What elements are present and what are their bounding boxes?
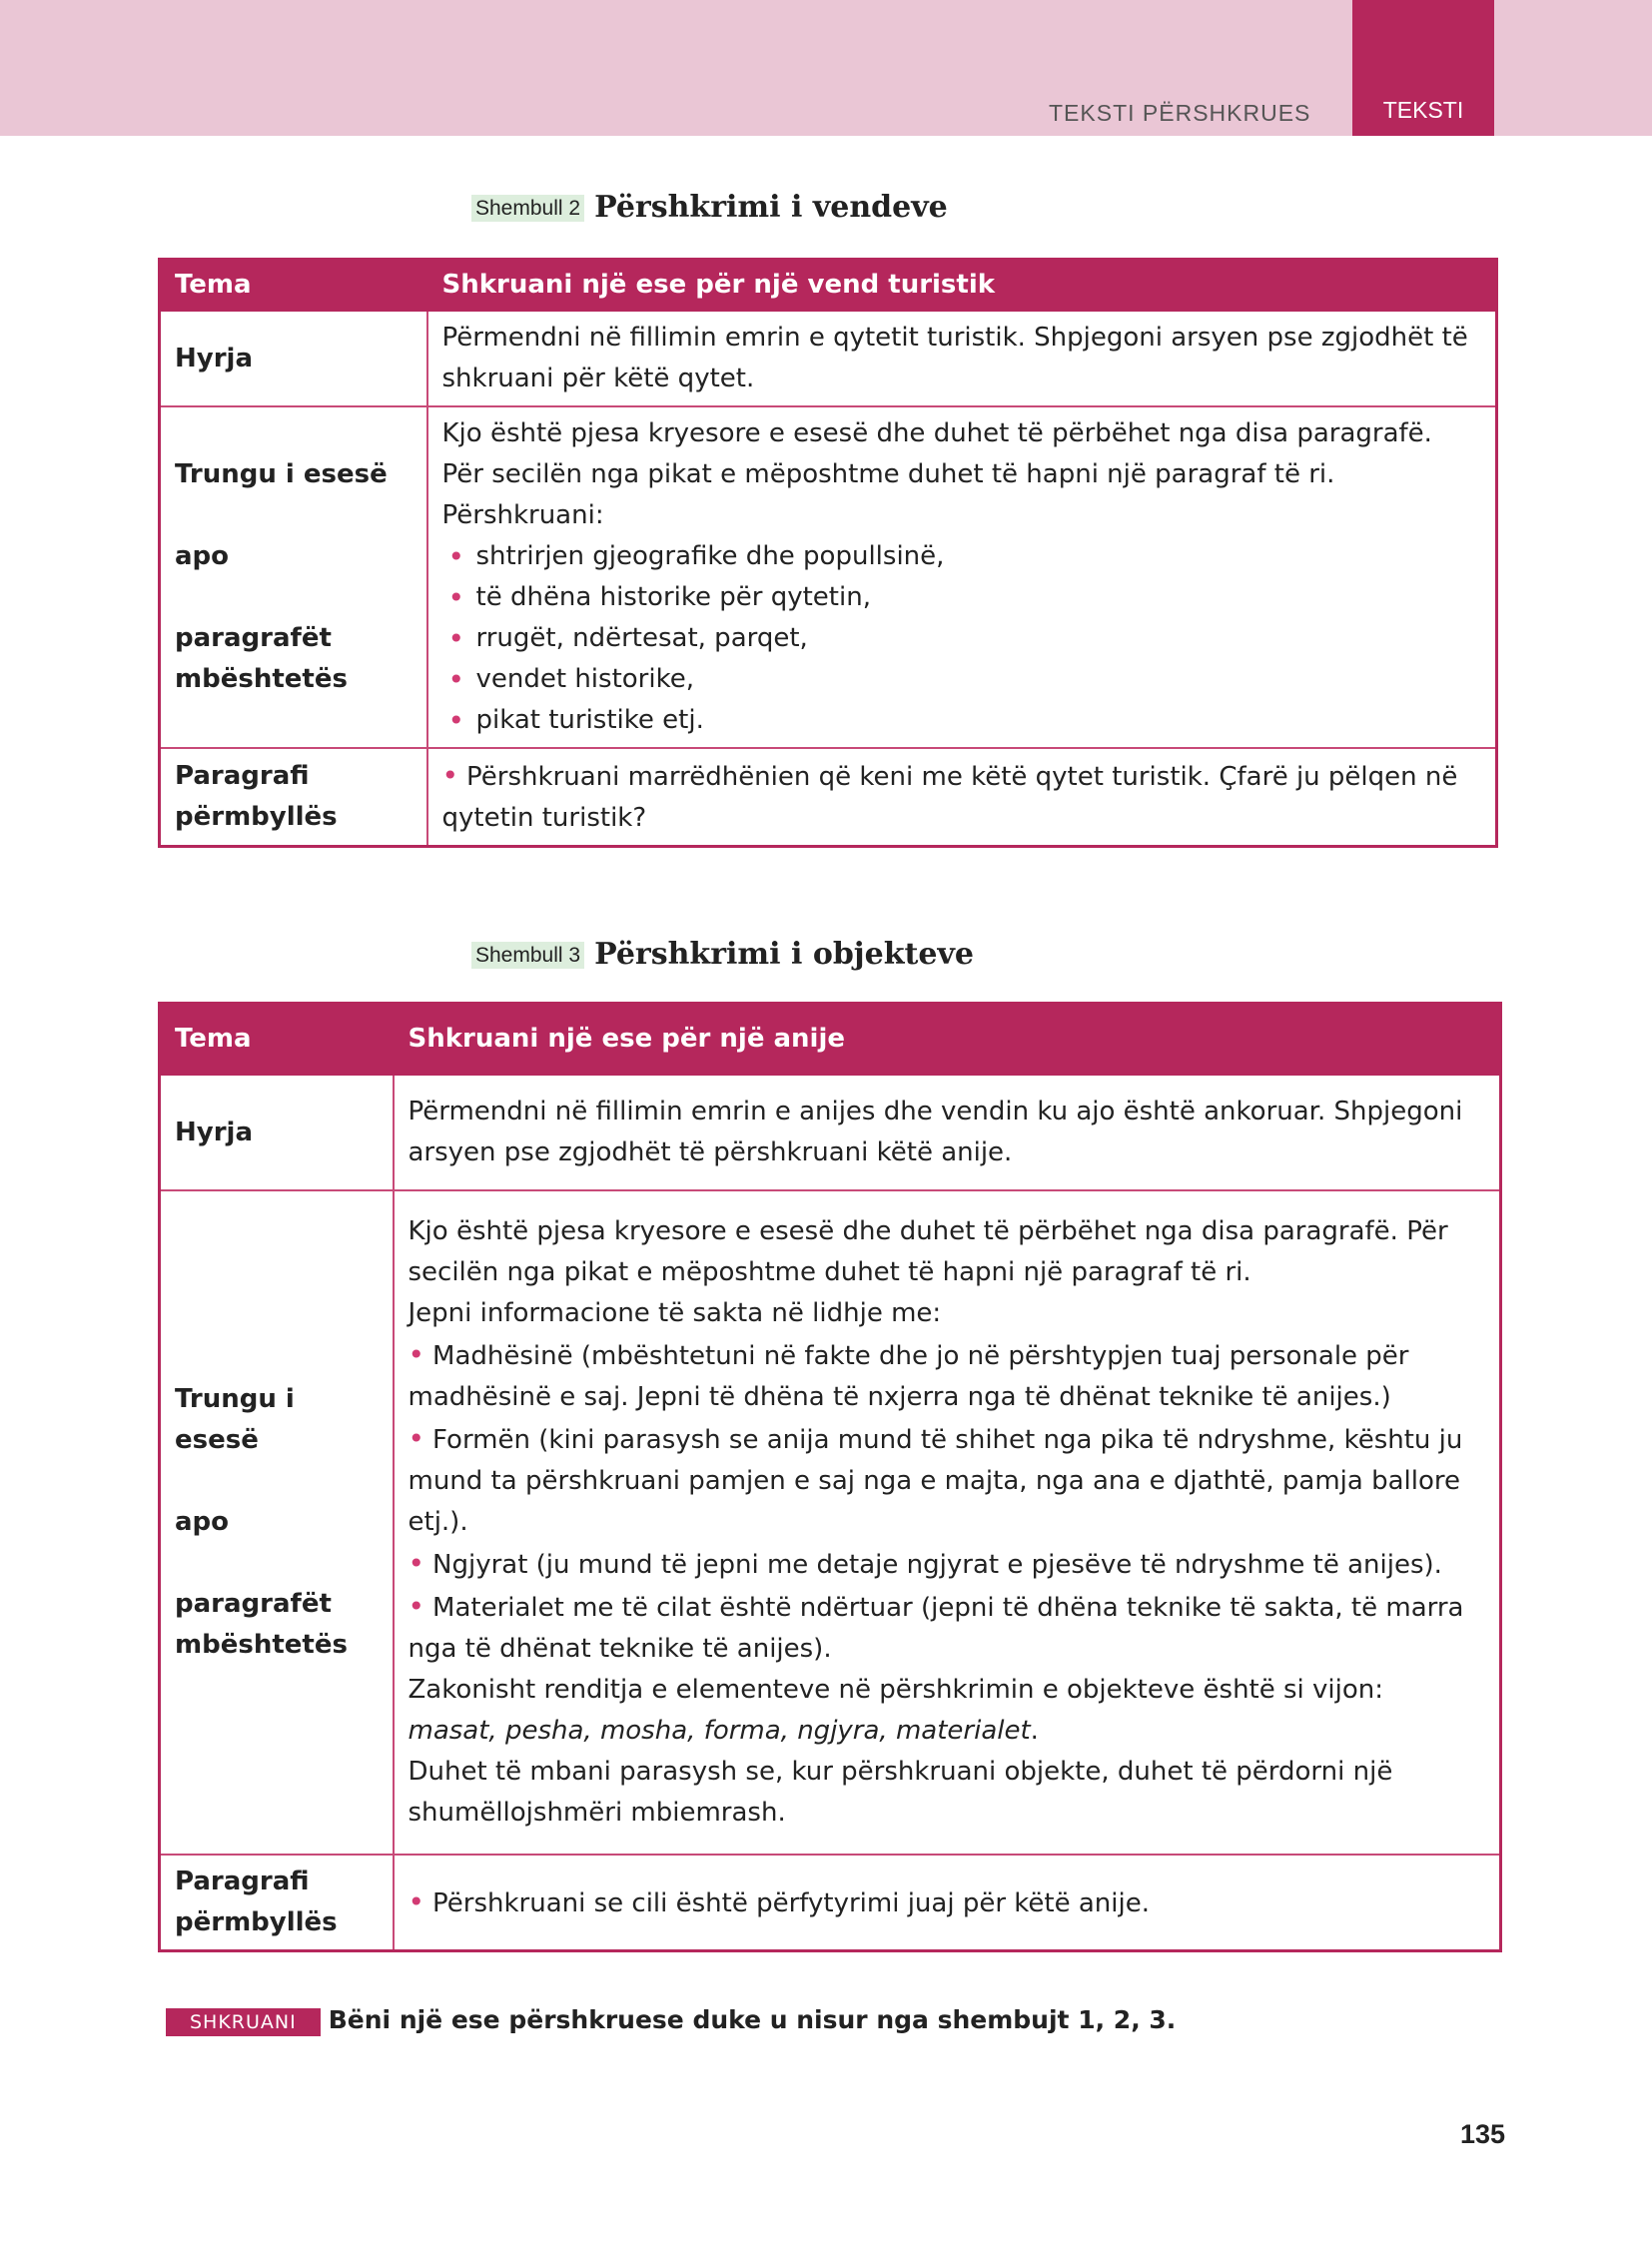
header-topic: Shkruani një ese për një vend turistik bbox=[427, 260, 1497, 312]
example-3-table bbox=[158, 1002, 1502, 1952]
bullet-text: • Formën (kini parasysh se anija mund të shihet nga pika të ndryshme, kështu ju mund ta përshkruani pamjen e saj nga e majta, nga ana e djathtë, pamja ballore etj.). bbox=[409, 1418, 1486, 1543]
label-line: apo bbox=[175, 541, 230, 571]
order-end: . bbox=[1030, 1716, 1039, 1746]
body-paragraph: Përshkruani: bbox=[441, 500, 604, 530]
row-text-intro: Përmendni në fillimin emrin e qytetit turistik. Shpjegoni arsyen pse zgjodhët të shkruani për këtë qytet. bbox=[427, 311, 1497, 406]
row-label-intro: Hyrja bbox=[160, 311, 427, 406]
page-number: 135 bbox=[1460, 2119, 1506, 2149]
label-line: Trungu i esesë bbox=[175, 459, 388, 489]
row-text-conclusion bbox=[427, 748, 1497, 847]
bullet-text: • Madhësinë (mbështetuni në fakte dhe jo në përshtypjen tuaj personale për madhësinë e saj. Jepni të dhëna të nxjerra nga të dhënat teknike të anijes.) bbox=[409, 1334, 1486, 1418]
write-text: Bëni një ese përshkruese duke u nisur nga shembujt 1, 2, 3. bbox=[328, 2005, 1177, 2034]
label-line: Paragrafi bbox=[175, 1867, 310, 1896]
example-2-heading: Përshkrimi i vendeve bbox=[594, 190, 948, 225]
label-line: përmbyllës bbox=[175, 1907, 338, 1937]
label-line: paragrafët bbox=[175, 1589, 332, 1619]
table-row bbox=[160, 748, 1497, 847]
table-header-row bbox=[160, 260, 1497, 312]
example-3-tag: Shembull 3 bbox=[471, 942, 584, 969]
bullet-text: • Përshkruani se cili është përfytyrimi juaj për këtë anije. bbox=[409, 1881, 1486, 1924]
table-row bbox=[160, 1075, 1501, 1190]
row-label-intro: Hyrja bbox=[160, 1075, 394, 1190]
row-label-body bbox=[160, 406, 427, 748]
bullet-list bbox=[442, 536, 1482, 741]
row-label-conclusion bbox=[160, 1855, 394, 1951]
table-row bbox=[160, 1855, 1501, 1951]
list-item: • vendet historike, bbox=[442, 659, 1482, 700]
example-2-tag: Shembull 2 bbox=[471, 195, 584, 222]
header-label: Tema bbox=[160, 260, 427, 312]
header-topic: Shkruani një ese për një anije bbox=[394, 1004, 1501, 1076]
row-text-body bbox=[427, 406, 1497, 748]
row-text-intro: Përmendni në fillimin emrin e anijes dhe vendin ku ajo është ankoruar. Shpjegoni arsyen pse zgjodhët të përshkruani këtë anije. bbox=[394, 1075, 1501, 1190]
example-2-title bbox=[471, 190, 948, 225]
example-3-title bbox=[471, 937, 974, 972]
order-items: masat, pesha, mosha, forma, ngjyra, materialet bbox=[408, 1716, 1031, 1746]
table-row bbox=[160, 1190, 1501, 1855]
bullet-text: • Ngjyrat (ju mund të jepni me detaje ngjyrat e pjesëve të ndryshme të anijes). bbox=[409, 1543, 1486, 1586]
body-paragraph: Për secilën nga pikat e mëposhtme duhet të hapni një paragraf të ri. bbox=[441, 459, 1335, 489]
example-3-heading: Përshkrimi i objekteve bbox=[594, 937, 974, 972]
row-label-conclusion bbox=[160, 748, 427, 847]
list-item: • të dhëna historike për qytetin, bbox=[442, 577, 1482, 618]
label-line: apo bbox=[175, 1507, 230, 1537]
list-item: • pikat turistike etj. bbox=[442, 700, 1482, 741]
row-text-body bbox=[394, 1190, 1501, 1855]
bullet-text: • Materialet me të cilat është ndërtuar (jepni të dhëna teknike të sakta, të marra nga të dhënat teknike të anijes). bbox=[409, 1586, 1486, 1670]
body-paragraph: Jepni informacione të sakta në lidhje me: bbox=[408, 1298, 942, 1328]
write-badge: SHKRUANI bbox=[166, 2008, 321, 2036]
row-label-body bbox=[160, 1190, 394, 1855]
label-line: Trungu i esesë bbox=[175, 1384, 295, 1455]
write-task bbox=[166, 2005, 1176, 2034]
table-header-row bbox=[160, 1004, 1501, 1076]
chapter-tab bbox=[1352, 0, 1494, 136]
table-row bbox=[160, 311, 1497, 406]
label-line: mbështetës bbox=[175, 1630, 348, 1660]
label-line: mbështetës bbox=[175, 664, 348, 694]
body-paragraph: Duhet të mbani parasysh se, kur përshkruani objekte, duhet të përdorni një shumëllojshmëri mbiemrash. bbox=[408, 1757, 1393, 1828]
list-item: • shtrirjen gjeografike dhe popullsinë, bbox=[442, 536, 1482, 577]
body-paragraph bbox=[409, 1711, 1486, 1752]
chapter-tab-label: TEKSTI bbox=[1382, 97, 1464, 123]
label-line: Paragrafi bbox=[175, 761, 310, 791]
body-paragraph: Kjo është pjesa kryesore e esesë dhe duhet të përbëhet nga disa paragrafë. Për secilën nga pikat e mëposhtme duhet të hapni një paragraf të ri. bbox=[408, 1216, 1448, 1287]
list-item: • rrugët, ndërtesat, parqet, bbox=[442, 618, 1482, 659]
table-row bbox=[160, 406, 1497, 748]
label-line: përmbyllës bbox=[175, 802, 338, 832]
header-label: Tema bbox=[160, 1004, 394, 1076]
body-paragraph: Zakonisht renditja e elementeve në përshkrimin e objekteve është si vijon: bbox=[408, 1675, 1384, 1705]
body-paragraph: Kjo është pjesa kryesore e esesë dhe duhet të përbëhet nga disa paragrafë. bbox=[441, 418, 1432, 448]
bullet-text: • Përshkruani marrëdhënien që keni me këtë qytet turistik. Çfarë ju pëlqen në qytetin turistik? bbox=[442, 755, 1482, 839]
example-2-table bbox=[158, 258, 1498, 848]
label-line: paragrafët bbox=[175, 623, 332, 653]
section-title: TEKSTI PËRSHKRUES bbox=[1049, 100, 1311, 126]
row-text-conclusion bbox=[394, 1855, 1501, 1951]
